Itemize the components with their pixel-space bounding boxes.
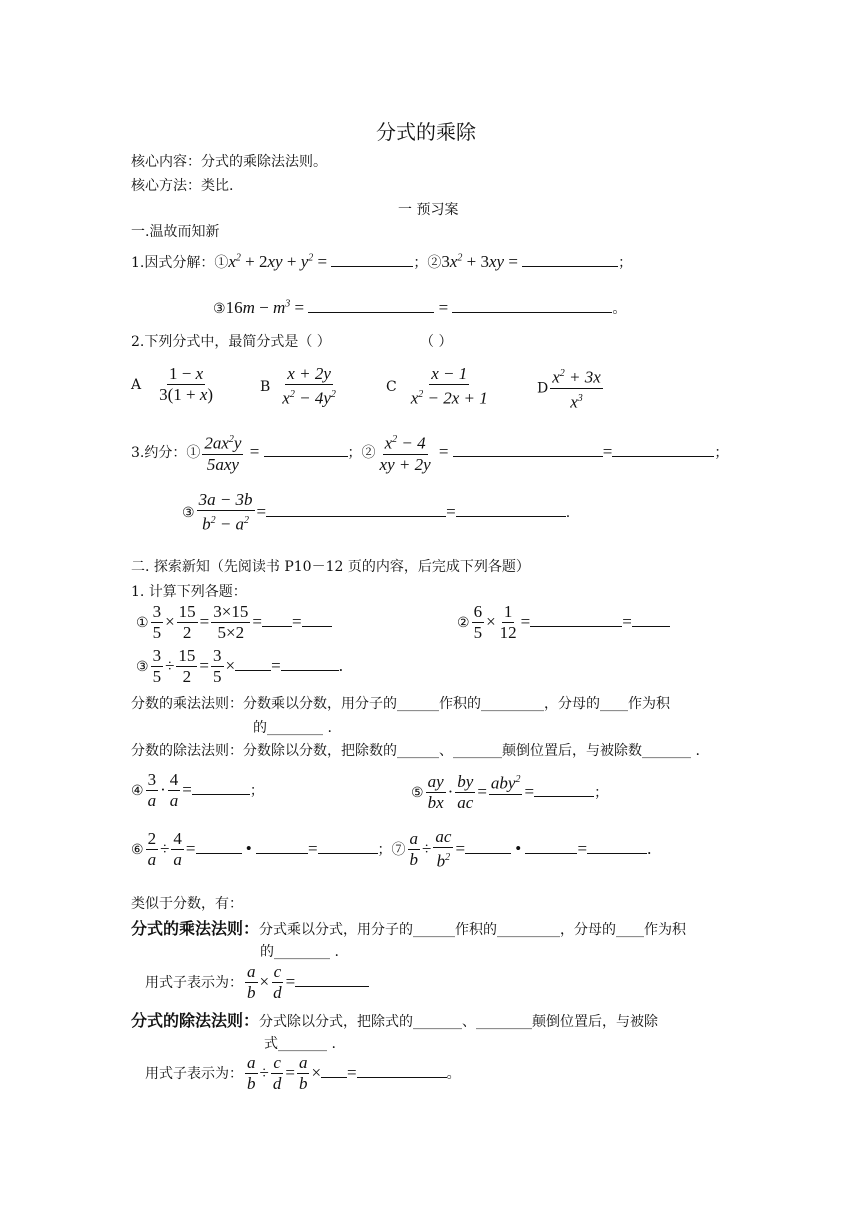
calc-1: ① $\frac{3}{5}$ × $\frac{15}{2}$ = $\frac{3\times 15}{5\times 2}$ = = [136, 602, 332, 643]
item-marker: ⑤ [411, 784, 424, 801]
expr-label: 用式子表示为： [145, 1066, 243, 1082]
answer-blank[interactable] [456, 502, 566, 517]
option-letter: B [260, 378, 271, 395]
item-marker: ④ [131, 783, 144, 799]
option-a[interactable]: A $\frac{1 - x}{3(1 + x)}$ [131, 364, 214, 404]
answer-blank[interactable] [235, 656, 271, 671]
answer-blank[interactable] [357, 1063, 447, 1078]
period: 。 [446, 1066, 461, 1082]
item-marker: ③ [136, 659, 149, 675]
rule-title: 分式的除法法则： [131, 1011, 260, 1030]
number-multiplication-rule-cont: 的________ . [253, 720, 332, 736]
analogy-text: 类似于分数，有： [131, 896, 243, 912]
rule-text: 分式乘以分式，用分子的______作积的_________，分母的____作为积 [259, 922, 687, 938]
answer-blank[interactable] [308, 298, 434, 313]
answer-blank[interactable] [295, 972, 369, 987]
separator: ； [714, 444, 729, 461]
period: 。 [612, 301, 627, 317]
fraction-multiplication-rule-cont: 的________ . [260, 944, 339, 960]
answer-blank[interactable] [281, 656, 339, 671]
item-marker: ⑥ [131, 841, 144, 858]
calc-4: ④ $\frac{3}{a}$ · $\frac{4}{a}$ = ； [131, 770, 264, 810]
separator: ；② [413, 255, 442, 271]
section-heading: 一 预习案 [398, 202, 459, 218]
answer-blank[interactable] [266, 502, 446, 517]
answer-blank[interactable] [302, 612, 332, 627]
q3-label: 3.约分：① [131, 444, 201, 461]
q1-label: 1.因式分解：① [131, 255, 229, 271]
answer-blank[interactable] [587, 839, 647, 854]
number-division-rule: 分数的除法法则：分数除以分数，把除数的______、_______颠倒位置后，与被除数_______ . [131, 743, 700, 759]
question-2-paren: （ ） [420, 334, 453, 350]
option-b[interactable]: B $\frac{x + 2y}{x^2 - 4y^2}$ [260, 364, 336, 408]
option-d[interactable]: D $\frac{x^2 + 3x}{x^3}$ [537, 364, 605, 412]
question-3-3: ③ $\frac{3a - 3b}{b^2 - a^2}$ = = . [182, 490, 571, 534]
calc-2: ② $\frac{6}{5}$ × $\frac{1}{12}$ = = [457, 602, 670, 643]
question-2: 2.下列分式中，最简分式是（ ） [131, 334, 331, 350]
answer-blank[interactable] [331, 252, 413, 267]
question-3: 3.约分：① $\frac{2ax^2y}{\text{5axy}}$ = ；② $\frac{x^2 - 4}{xy + 2y}$ = = ； [131, 430, 728, 475]
answer-blank[interactable] [192, 780, 250, 795]
rule-text: 分式除以分式，把除式的_______、________颠倒位置后，与被除 [259, 1014, 659, 1030]
answer-blank[interactable] [321, 1063, 347, 1078]
answer-blank[interactable] [632, 612, 670, 627]
answer-blank[interactable] [612, 442, 714, 457]
answer-blank[interactable] [453, 442, 603, 457]
question-1: 1.因式分解：$①x^2 + 2xy + y^2$ = ；$②3x^2 + 3xy$ = ； [131, 252, 633, 271]
separator: ；② [347, 444, 376, 461]
core-content: 核心内容：分式的乘除法法则。 [131, 154, 327, 170]
calc-6: ⑥ $\frac{2}{a}$ ÷ $\frac{4}{a}$ = • = ；⑦ $\frac{a}{b}$ ÷ $\frac{ac}{b^2}$ = • = . [131, 827, 652, 871]
part-one-heading: 一.温故而知新 [131, 224, 220, 240]
question-1-3: ③16m − $m^3$ = = 。 [213, 298, 627, 317]
calc-3: ③ $\frac{3}{5}$ ÷ $\frac{15}{2}$ = $\frac{3}{5}$ × = . [136, 646, 343, 686]
separator: ； [618, 255, 633, 271]
fraction-division-rule-cont: 式_______ . [264, 1036, 336, 1052]
core-method: 核心方法：类比. [131, 178, 234, 194]
answer-blank[interactable] [264, 442, 348, 457]
expression-2: 用式子表示为： $\frac{a}{b}$ ÷ $\frac{c}{d}$ = $\frac{a}{b}$ × = 。 [145, 1053, 461, 1093]
answer-blank[interactable] [525, 839, 577, 854]
fraction-division-rule [131, 1008, 658, 1031]
answer-blank[interactable] [530, 612, 622, 627]
number-multiplication-rule: 分数的乘法法则：分数乘以分数，用分子的______作积的_________，分母的____作为积 [131, 696, 670, 712]
answer-blank[interactable] [534, 782, 594, 797]
part-two-heading: 二. 探索新知（先阅读书 P10－12 页的内容，后完成下列各题） [131, 559, 530, 575]
option-c[interactable]: C $\frac{x - 1}{x^2 - 2x + 1}$ [386, 364, 488, 408]
item-marker: ⑦ [391, 841, 406, 858]
answer-blank[interactable] [256, 839, 308, 854]
answer-blank[interactable] [465, 839, 511, 854]
expr-label: 用式子表示为： [145, 975, 243, 991]
rule-title: 分式的乘法法则： [131, 919, 260, 938]
item-marker: ③ [213, 301, 226, 317]
answer-blank[interactable] [196, 839, 242, 854]
option-letter: C [386, 378, 397, 395]
calc-heading: 1. 计算下列各题： [131, 584, 247, 600]
option-letter: D [537, 380, 549, 397]
item-marker: ③ [182, 504, 195, 521]
answer-blank[interactable] [262, 612, 292, 627]
item-marker: ② [457, 615, 470, 631]
option-letter: A [131, 377, 142, 393]
expression-1: 用式子表示为： $\frac{a}{b}$ × $\frac{c}{d}$ = [145, 962, 369, 1003]
fraction-multiplication-rule [131, 916, 686, 939]
page-title: 分式的乘除 [376, 120, 476, 144]
answer-blank[interactable] [522, 252, 618, 267]
period: . [565, 504, 571, 521]
calc-5: ⑤ $\frac{ay}{bx}$ · $\frac{by}{ac}$ = aby$^2$ = ； [411, 771, 609, 812]
answer-blank[interactable] [452, 298, 612, 313]
item-marker: ① [136, 615, 149, 631]
answer-blank[interactable] [318, 839, 378, 854]
